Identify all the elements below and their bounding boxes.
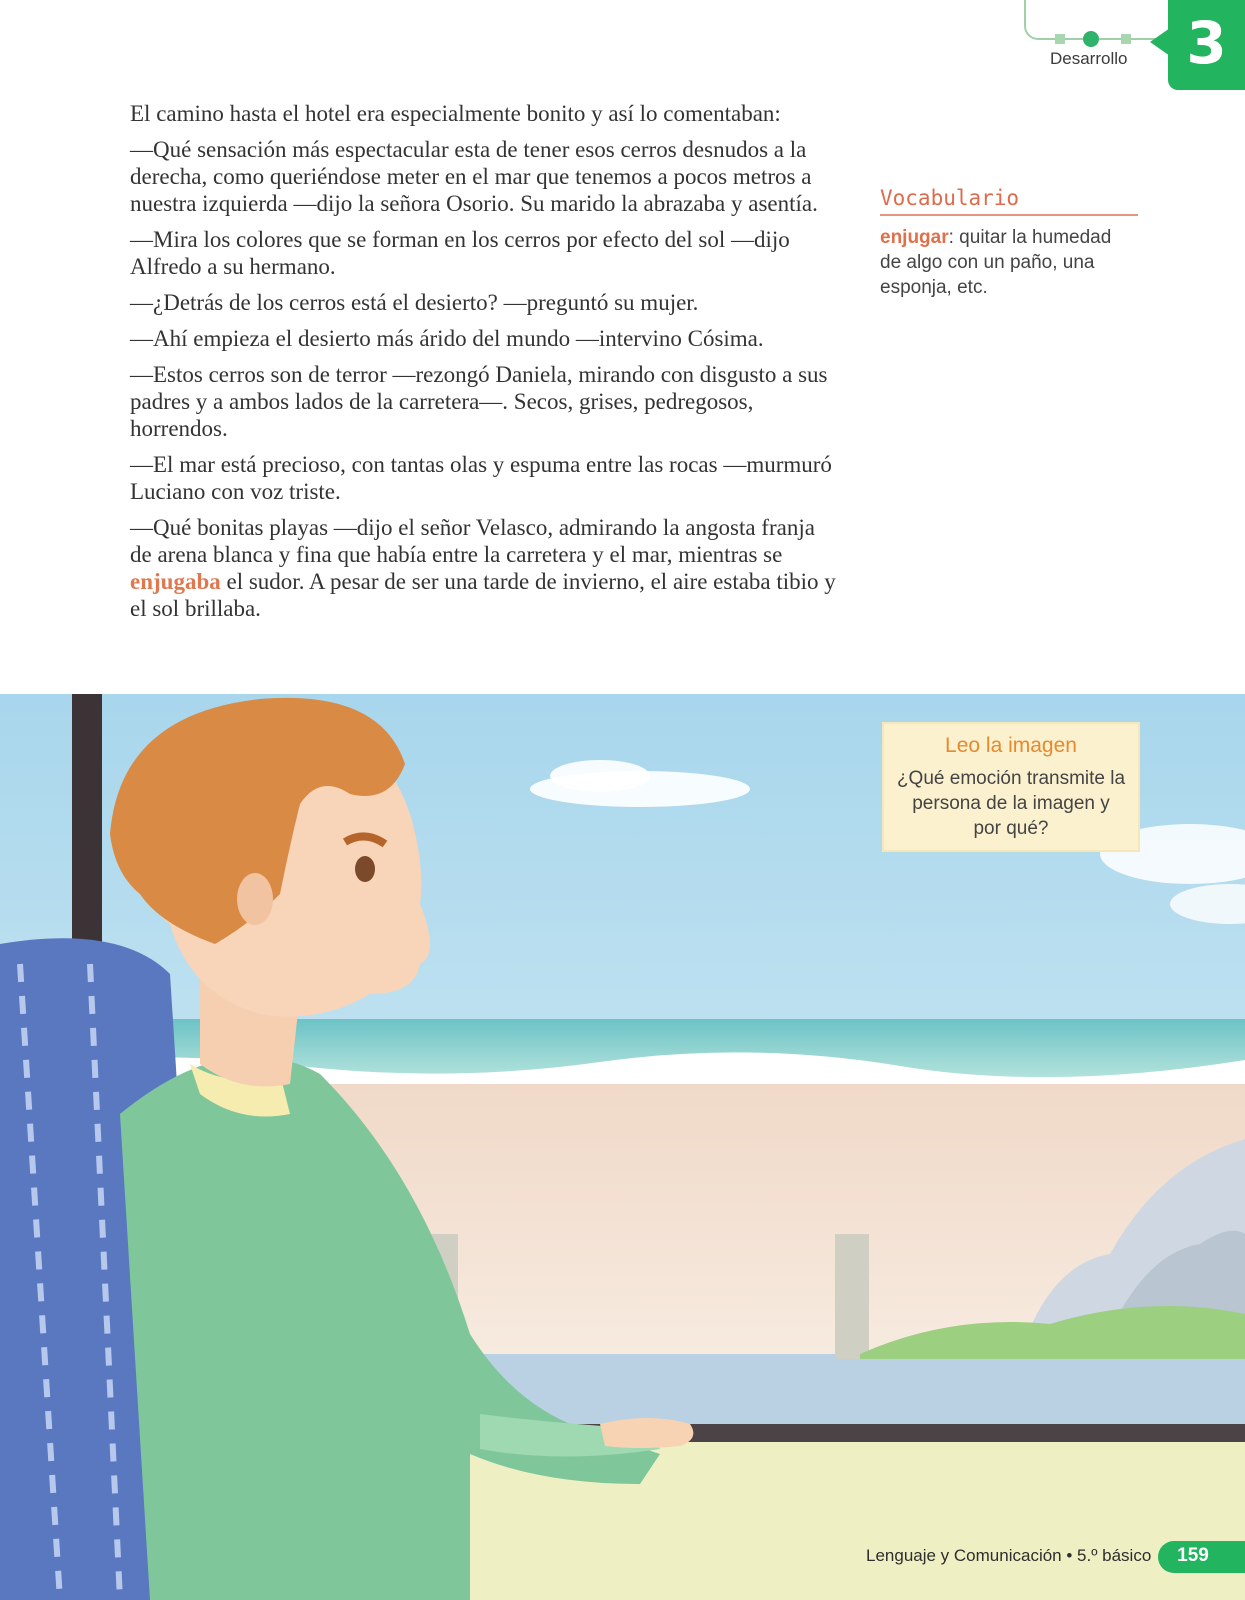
story-paragraph: El camino hasta el hotel era especialmente bonito y así lo comentaban: <box>130 101 781 126</box>
vocabulary-definition-text: : quitar la humedad de algo con un paño, una esponja, etc. <box>880 227 1112 298</box>
progress-dot <box>1121 34 1131 44</box>
leo-la-imagen-note <box>882 722 1140 852</box>
vocabulary-word: enjugar <box>880 227 949 248</box>
footer-subject <box>866 1546 1151 1566</box>
page-number: 159 <box>1177 1545 1209 1566</box>
leo-la-imagen-title: Leo la imagen <box>945 734 1077 757</box>
story-paragraph-last <box>130 514 840 622</box>
progress-dot <box>1055 34 1065 44</box>
story-paragraph: —Estos cerros son de terror —rezongó Daniela, mirando con disgusto a sus padres y a ambos lados de la carretera—. Secos, grises, pedregosos, horrendos. <box>130 362 828 441</box>
story-paragraph: —El mar está precioso, con tantas olas y espuma entre las rocas —murmuró Luciano con voz triste. <box>130 452 832 504</box>
progress-dot-current <box>1083 31 1099 47</box>
footer-grade: 5.º básico <box>1077 1546 1152 1565</box>
vocabulary-highlight: enjugaba <box>130 569 221 594</box>
story-text-before: —Qué bonitas playas —dijo el señor Velasco, admirando la angosta franja de arena blanca y fina que había entre la carretera y el mar, mientras se <box>130 515 815 567</box>
vocabulary-definition <box>880 225 1125 300</box>
vocabulary-title: Vocabulario <box>880 186 1138 216</box>
section-label: Desarrollo <box>1050 49 1128 68</box>
unit-number: 3 <box>1186 9 1227 77</box>
story-paragraph: —Ahí empieza el desierto más árido del mundo —intervino Cósima. <box>130 326 764 351</box>
unit-tab-arrow <box>1150 28 1170 56</box>
footer-separator: • <box>1061 1546 1078 1565</box>
story-paragraph: —¿Detrás de los cerros está el desierto? —preguntó su mujer. <box>130 290 699 315</box>
story-paragraph: —Qué sensación más espectacular esta de tener esos cerros desnudos a la derecha, como queriéndose meter en el mar que tenemos a pocos metros a nuestra izquierda —dijo la señora Osorio. Su marido la abrazaba y asentía. <box>130 137 818 216</box>
story-text-after: el sudor. A pesar de ser una tarde de invierno, el aire estaba tibio y el sol brillaba. <box>130 569 836 621</box>
story-text <box>130 100 840 631</box>
story-paragraph: —Mira los colores que se forman en los cerros por efecto del sol —dijo Alfredo a su hermano. <box>130 227 790 279</box>
footer-subject-text: Lenguaje y Comunicación <box>866 1546 1062 1565</box>
leo-la-imagen-question: ¿Qué emoción transmite la persona de la imagen y por qué? <box>896 768 1126 839</box>
